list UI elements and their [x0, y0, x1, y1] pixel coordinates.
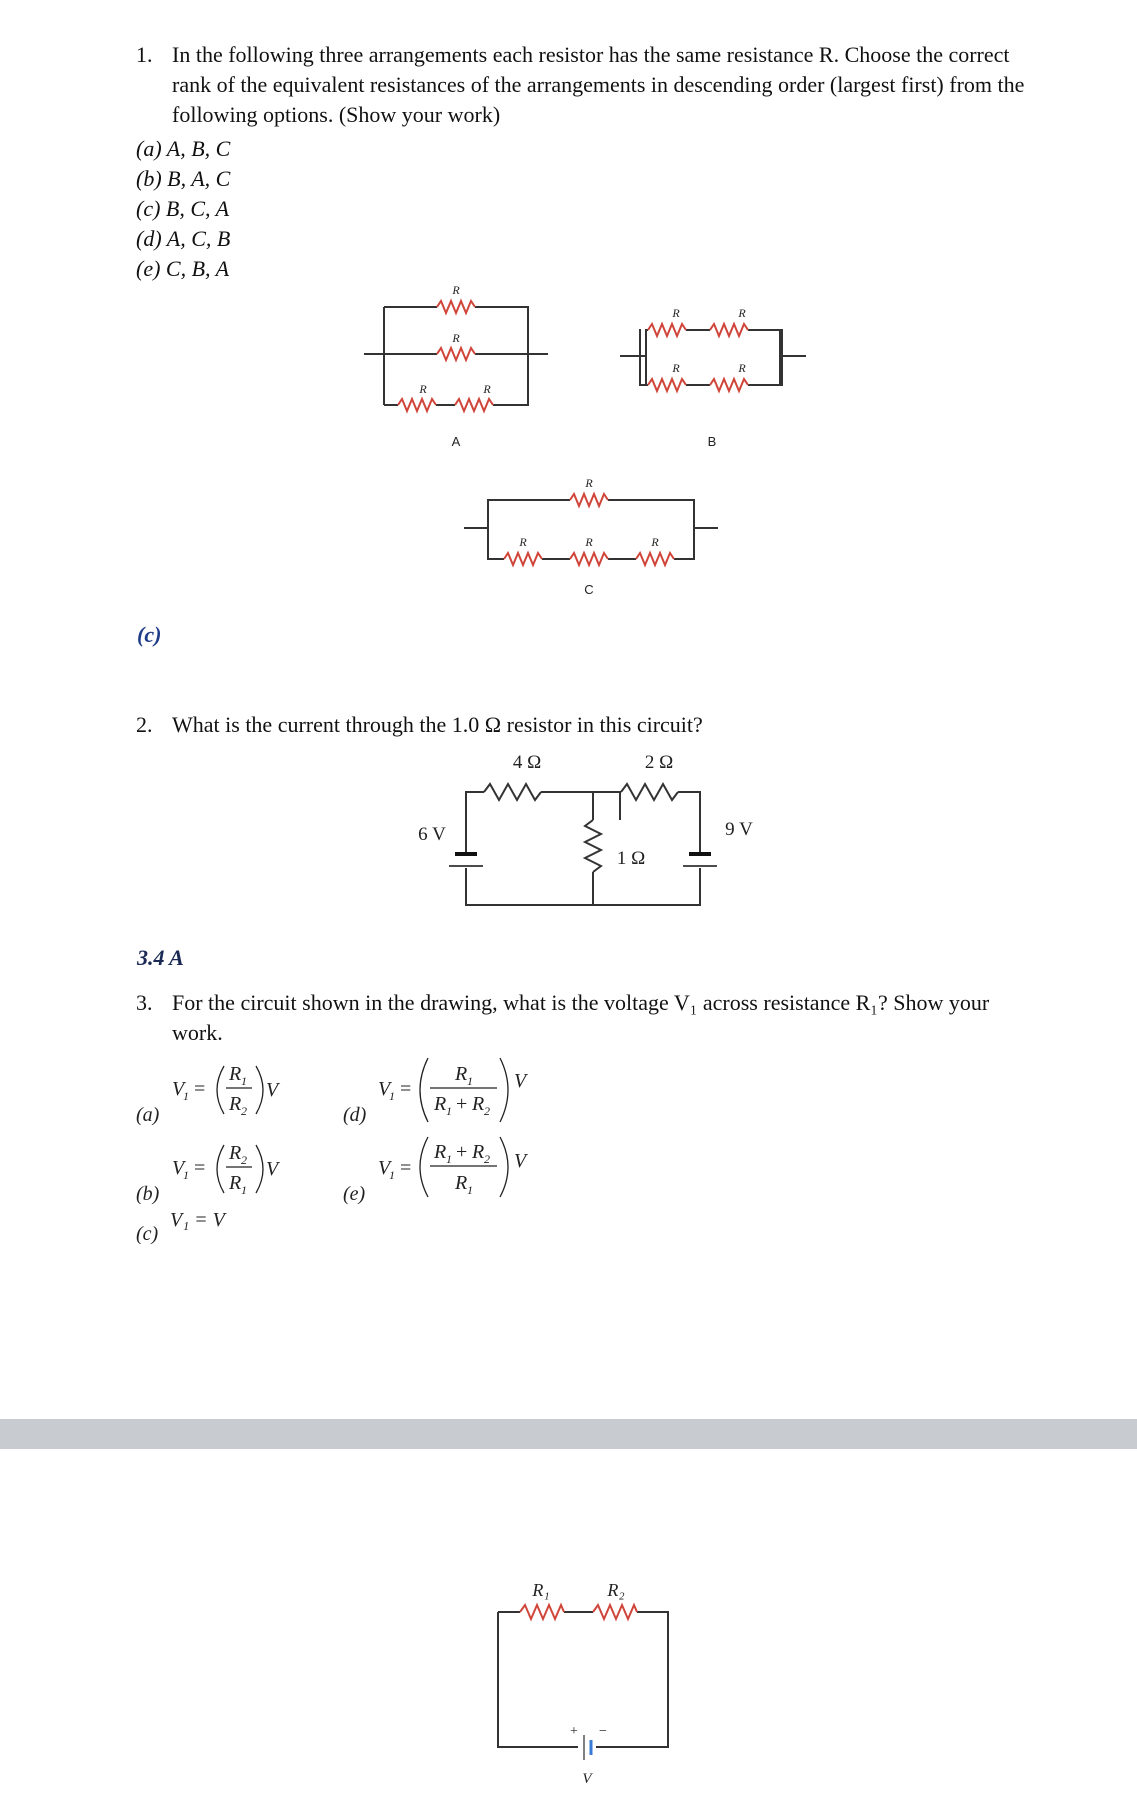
svg-text:1: 1 — [241, 1074, 247, 1088]
svg-text:V: V — [266, 1158, 279, 1180]
q1-option-d: (d) A, C, B — [136, 226, 231, 251]
c-r-bm-label: R — [585, 535, 593, 549]
q1-option-b: (b) B, A, C — [136, 166, 231, 191]
svg-text:R: R — [434, 1093, 447, 1115]
c-r-bl-label: R — [519, 535, 527, 549]
b-r-tl-label: R — [672, 306, 680, 320]
svg-text:V: V — [514, 1070, 527, 1092]
svg-text:R: R — [229, 1142, 242, 1164]
a-r-mid-label: R — [452, 331, 460, 345]
svg-text:R: R — [455, 1172, 468, 1194]
svg-text:=: = — [194, 1157, 206, 1179]
question-2-number: 2. — [136, 712, 153, 737]
svg-text:=: = — [194, 1078, 206, 1100]
battery-minus-label: − — [599, 1724, 607, 1739]
b-r-bl-label: R — [672, 361, 680, 375]
svg-text:1: 1 — [183, 1168, 189, 1182]
c-r-br-label: R — [651, 535, 659, 549]
question-2-text: What is the current through the 1.0 Ω resistor in this circuit? — [172, 712, 703, 737]
q3-option-c-formula: V₁ = V — [170, 1209, 225, 1231]
svg-text:1: 1 — [467, 1183, 473, 1197]
r-2ohm-label: 2 Ω — [644, 752, 674, 773]
svg-text:1: 1 — [389, 1168, 395, 1182]
svg-text:R: R — [472, 1093, 485, 1115]
svg-text:R: R — [434, 1141, 447, 1163]
q3-circuit — [0, 1545, 1137, 1795]
r-1ohm-label: 1 Ω — [616, 848, 646, 869]
svg-text:1: 1 — [467, 1074, 473, 1088]
svg-text:R: R — [472, 1141, 485, 1163]
question-3-number: 3. — [136, 990, 153, 1015]
circuit-b — [640, 329, 780, 385]
r2-label: R₂ — [607, 1580, 625, 1600]
v-6-label: 6 V — [418, 824, 446, 845]
question-1-number: 1. — [136, 42, 153, 67]
b-r-tr-label: R — [738, 306, 746, 320]
q3-option-d-letter: (d) — [343, 1104, 367, 1126]
battery-v-label: V — [582, 1771, 592, 1787]
a-r-br-label: R — [483, 382, 491, 396]
svg-text:=: = — [400, 1157, 412, 1179]
svg-text:V: V — [378, 1078, 391, 1100]
q1-answer: (c) — [137, 622, 162, 647]
r1-label: R₁ — [532, 1580, 550, 1600]
q3-option-e-letter: (e) — [343, 1183, 366, 1205]
svg-text:2: 2 — [484, 1104, 490, 1118]
q3-option-c-letter: (c) — [136, 1223, 159, 1245]
circuit-c — [464, 500, 718, 559]
svg-text:R: R — [455, 1063, 468, 1085]
question-1-text: In the following three arrangements each resistor has the same resistance R. Choose the correct rank of the equivalent resistances of the arrangements in descending order (largest first) from the following options. (Show your work) — [172, 42, 1025, 127]
q2-answer: 3.4 A — [137, 945, 184, 970]
svg-text:V: V — [378, 1157, 391, 1179]
svg-text:2: 2 — [241, 1153, 247, 1167]
q2-circuit — [0, 740, 1137, 910]
svg-text:1: 1 — [389, 1089, 395, 1103]
circuit-c-label: C — [584, 582, 594, 597]
svg-text:V: V — [172, 1078, 185, 1100]
circuit-b-label: B — [707, 434, 717, 449]
svg-text:V: V — [172, 1157, 185, 1179]
svg-text:R: R — [229, 1172, 242, 1194]
page-divider — [0, 1419, 1137, 1449]
svg-text:+: + — [456, 1141, 468, 1163]
b-r-br-label: R — [738, 361, 746, 375]
a-r-bl-label: R — [419, 382, 427, 396]
circuit-a — [364, 307, 548, 405]
svg-text:1: 1 — [446, 1104, 452, 1118]
svg-text:2: 2 — [241, 1104, 247, 1118]
v-9-label: 9 V — [725, 819, 753, 840]
a-r-top-label: R — [452, 283, 460, 297]
q1-option-a: (a) A, B, C — [136, 136, 231, 161]
svg-text:R: R — [229, 1093, 242, 1115]
q1-option-e: (e) C, B, A — [136, 256, 230, 281]
svg-text:+: + — [456, 1093, 468, 1115]
svg-text:1: 1 — [183, 1089, 189, 1103]
svg-text:V: V — [266, 1079, 279, 1101]
r-4ohm-label: 4 Ω — [512, 752, 542, 773]
svg-text:2: 2 — [484, 1152, 490, 1166]
svg-text:1: 1 — [241, 1183, 247, 1197]
svg-text:R: R — [229, 1063, 242, 1085]
svg-text:1: 1 — [446, 1152, 452, 1166]
q3-formula-options — [0, 1045, 1137, 1245]
svg-text:V: V — [514, 1150, 527, 1172]
circuit-a-label: A — [451, 434, 461, 449]
svg-text:=: = — [400, 1078, 412, 1100]
c-r-top-label: R — [585, 476, 593, 490]
question-3-text: For the circuit shown in the drawing, what is the voltage V₁ across resistance R₁? Show your work. — [172, 990, 990, 1045]
q3-option-b-letter: (b) — [136, 1183, 160, 1205]
q1-option-c: (c) B, C, A — [136, 196, 230, 221]
battery-plus-label: + — [570, 1724, 578, 1739]
q3-option-a-letter: (a) — [136, 1104, 160, 1126]
